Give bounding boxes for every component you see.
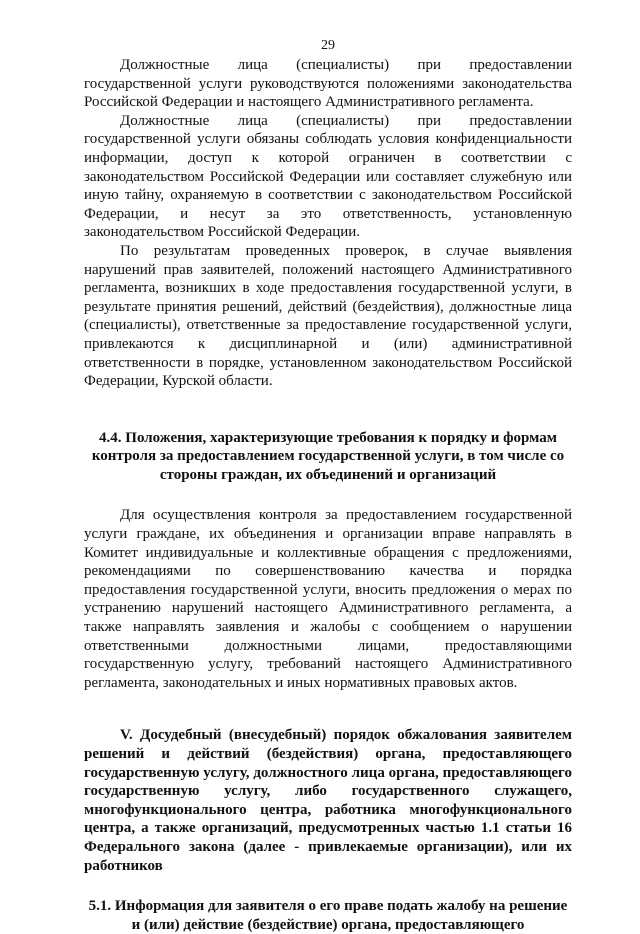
section-4-4-heading: 4.4. Положения, характеризующие требования к порядку и формам контроля за предоставлением государственной услуги, в том числе со стороны граждан, их объединений и организаций [91,429,565,483]
document-page [84,38,572,934]
section-4-4-paragraph: Для осуществления контроля за предоставлением государственной услуги граждане, их объединения и организации вправе направлять в Комитет индивидуальные и коллективные обращения с предложениями, рекомендациями по совершенствованию качества и порядка предоставления государственной услуги, вносить предложения о мерах по устранению нарушений настоящего Административного регламента, а также направлять заявления и жалобы с сообщением о нарушении ответственными должностными лицами, предоставляющими государственную услугу, требований настоящего Административного регламента, законодательных и иных нормативных правовых актов. [84,507,572,691]
spacer [84,875,572,897]
spacer [84,391,572,429]
section-5-1-heading: 5.1. Информация для заявителя о его праве подать жалобу на решение и (или) действие (бездействие) органа, предоставляющего [88,898,568,933]
spacer [84,484,572,506]
spacer [84,692,572,726]
paragraph-inspection-results: По результатам проведенных проверок, в случае выявления нарушений прав заявителей, положений настоящего Административного регламента, возникших в ходе предоставления государственной услуги, в результате принятия решений, действий (бездействия), должностные лица (специалисты), ответственные за предоставление государственной услуги, привлекаются к дисциплинарной и (или) административной ответственности в порядке, установленном законодательством Российской Федерации, Курской области. [84,242,572,390]
page-number: 29 [321,38,335,53]
paragraph-officials-guided: Должностные лица (специалисты) при предоставлении государственной услуги руководствуются положениями законодательства Российской Федерации и настоящего Административного регламента. [84,57,572,111]
section-v-heading: V. Досудебный (внесудебный) порядок обжалования заявителем решений и действий (бездействия) органа, предоставляющего государственную услугу, должностного лица органа, предоставляющего государственную услугу, либо государственного служащего, многофункционального центра, работника многофункционального центра, а также организаций, предусмотренных частью 1.1 статьи 16 Федерального закона (далее - привлекаемые организации), или их работников [84,727,572,874]
paragraph-officials-confidentiality: Должностные лица (специалисты) при предоставлении государственной услуги обязаны соблюдать условия конфиденциальности информации, доступ к которой ограничен в соответствии с законодательством Российской Федерации или составляет служебную или иную тайну, охраняемую в соответствии с законодательством Российской Федерации, и несут за это ответственность, установленную законодательством Российской Федерации. [84,112,572,241]
